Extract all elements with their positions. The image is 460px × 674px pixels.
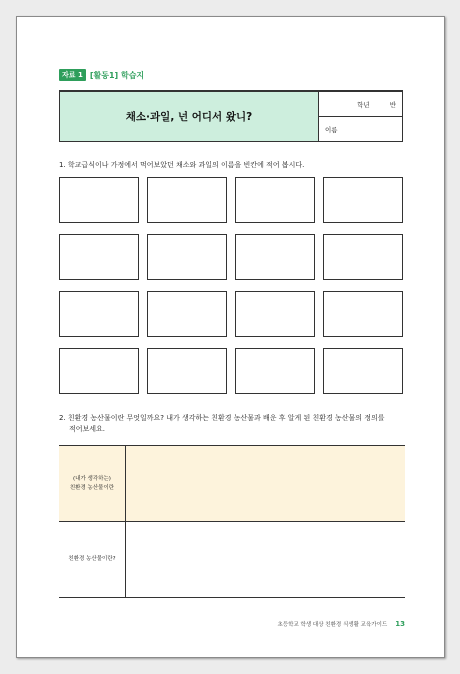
question-2-line1: 2. 친환경 농산물이란 무엇일까요? 내가 생각하는 친환경 농산물과 배운 후 알게 된 친환경 농산물의 정의를: [59, 414, 385, 422]
answer-box[interactable]: [235, 177, 315, 223]
answer-box[interactable]: [235, 348, 315, 394]
answer-box[interactable]: [147, 234, 227, 280]
answer-box[interactable]: [59, 348, 139, 394]
learned-definition-answer[interactable]: [126, 522, 405, 597]
answer-box[interactable]: [235, 291, 315, 337]
student-info: [319, 92, 402, 141]
activity-label: [활동1] 학습지: [89, 70, 145, 80]
class-label: 반: [389, 100, 396, 109]
answer-box[interactable]: [59, 291, 139, 337]
grade-class-row: [319, 92, 402, 117]
my-definition-label-line1: (내가 생각하는): [73, 475, 111, 482]
answer-box[interactable]: [147, 177, 227, 223]
answer-box[interactable]: [323, 177, 403, 223]
name-row: [319, 117, 402, 141]
answer-box[interactable]: [323, 234, 403, 280]
grade-label: 학년: [357, 100, 370, 109]
page-number: 13: [395, 620, 405, 628]
answer-box[interactable]: [147, 291, 227, 337]
worksheet-page: [16, 16, 445, 658]
worksheet-title: 채소·과일, 넌 어디서 왔니?: [60, 92, 319, 141]
answer-box-grid: [59, 177, 405, 394]
learned-definition-row: [59, 522, 405, 597]
page-footer: [59, 620, 405, 628]
answer-box[interactable]: [323, 291, 403, 337]
my-definition-label: [59, 446, 126, 521]
answer-box[interactable]: [323, 348, 403, 394]
my-definition-label-line2: 친환경 농산물이란: [69, 484, 115, 491]
definition-table: [59, 445, 405, 598]
footer-text: 초등학교 학생 대상 친환경 식생활 교육가이드: [277, 622, 388, 628]
question-2-line2: 적어보세요.: [69, 425, 106, 433]
learned-definition-label: 친환경 농산물이란?: [59, 522, 126, 597]
answer-box[interactable]: [147, 348, 227, 394]
my-definition-row: [59, 446, 405, 522]
material-tag: 자료 1: [59, 69, 86, 81]
name-label: 이름: [325, 125, 338, 134]
answer-box[interactable]: [59, 177, 139, 223]
answer-box[interactable]: [235, 234, 315, 280]
my-definition-answer[interactable]: [126, 446, 405, 521]
title-table: [59, 90, 403, 142]
answer-box[interactable]: [59, 234, 139, 280]
worksheet-header: [59, 69, 144, 81]
question-2: [59, 413, 407, 435]
question-1: 1. 학교급식이나 가정에서 먹어보았던 채소와 과일의 이름을 빈칸에 적어 봅시다.: [59, 161, 305, 169]
